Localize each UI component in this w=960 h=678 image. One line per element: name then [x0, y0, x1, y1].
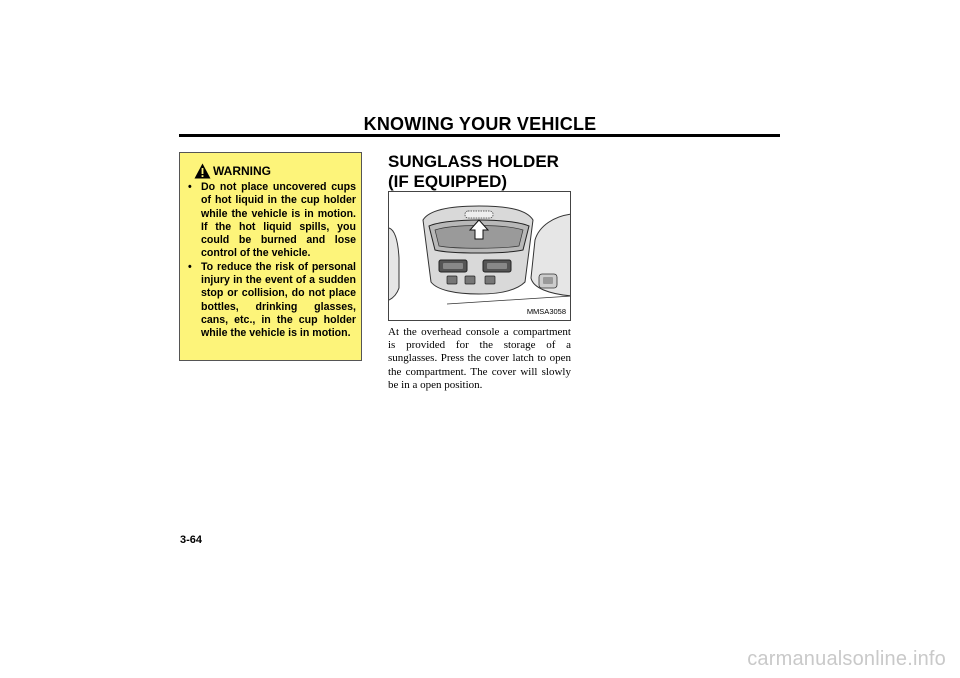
section-title-line: SUNGLASS HOLDER [388, 152, 559, 171]
warning-item: • To reduce the risk of personal injury in the event of a sudden stop or collision, do not place bottles, drinking glasses, cans, etc., in the cup holder while the vehicle is in motion. [188, 261, 356, 341]
overhead-console-drawing [389, 192, 571, 321]
figure-code: MMSA3058 [526, 307, 566, 316]
section-subtitle-line: (IF EQUIPPED) [388, 172, 508, 191]
page-header-title: KNOWING YOUR VEHICLE [363, 114, 597, 134]
body-paragraph: At the overhead console a compartment is provided for the storage of a sunglasses. Press the cover latch to open the compartment. The cover will slowly be in a open position. [388, 326, 571, 391]
section-title [388, 152, 588, 192]
warning-box [179, 152, 362, 361]
sunglass-holder-illustration [388, 191, 571, 321]
warning-heading [194, 163, 271, 179]
header-rule [179, 134, 780, 137]
watermark-text: carmanualsonline.info [747, 648, 946, 670]
warning-item: • Do not place uncovered cups of hot liquid in the cup holder while the vehicle is in motion. If the hot liquid spills, you could be burned and lose control of the vehicle. [188, 181, 356, 261]
page-number: 3-64 [180, 534, 203, 546]
warning-list [188, 181, 356, 341]
warning-title: WARNING [213, 164, 271, 178]
warning-triangle-icon [194, 163, 211, 179]
